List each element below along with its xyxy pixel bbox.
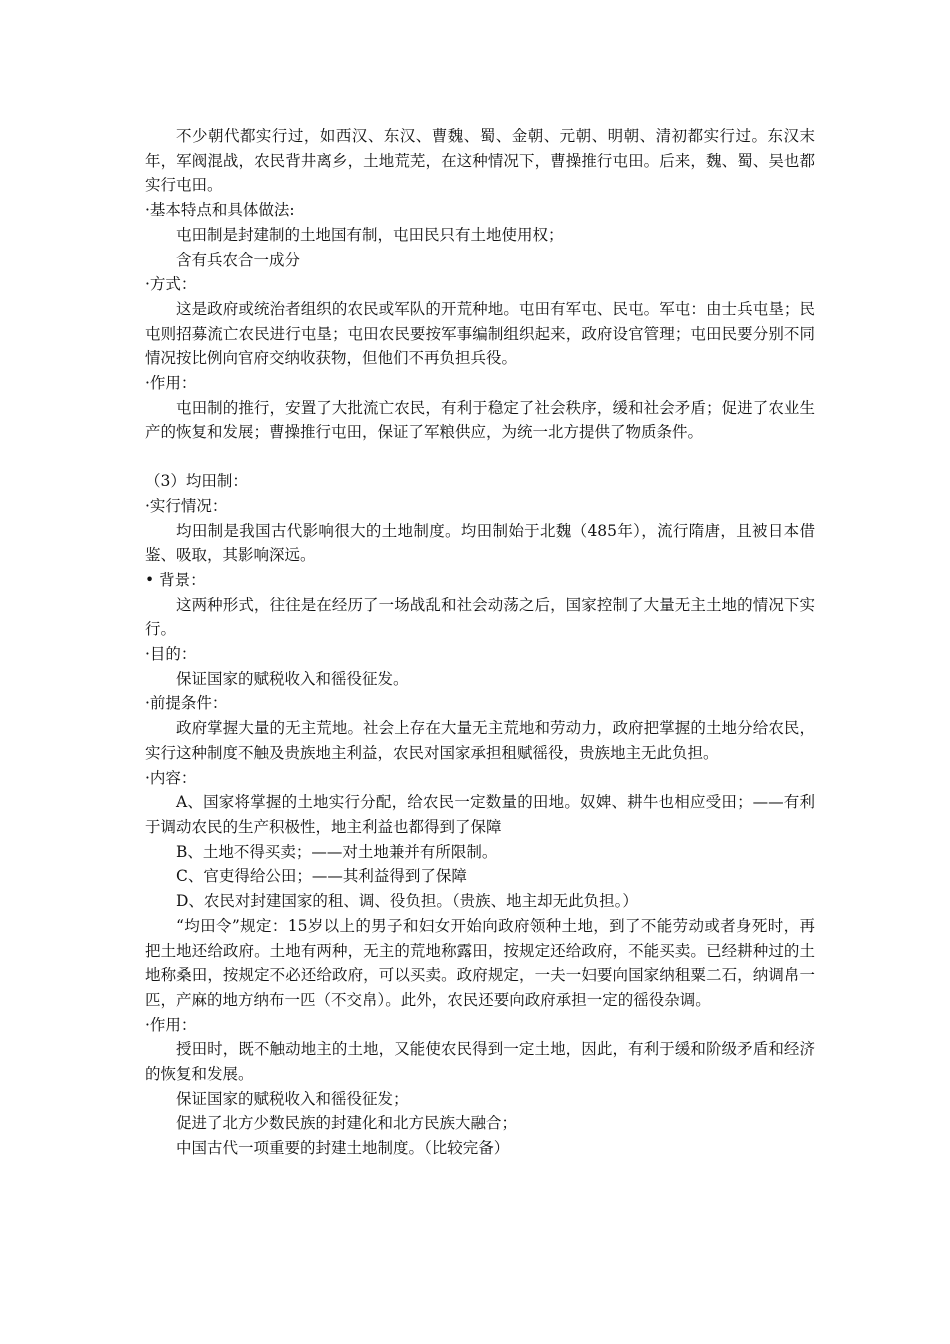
background-heading: • 背景： bbox=[145, 570, 206, 589]
juntian-title: （3）均田制： bbox=[145, 472, 248, 491]
method-text: 这是政府或统治者组织的农民或军队的开荒种地。屯田有军屯、民屯。军屯：由士兵屯垦；民屯则招募流亡农民进行屯垦；屯田农民要按军事编制组织起来，政府设官管理；屯田民要分别不同情况按比例向官府交纳收获物，但他们不再负担兵役。 bbox=[145, 299, 815, 368]
content-item-b: B、土地不得买卖；——对土地兼并有所限制。 bbox=[176, 842, 498, 861]
features-heading: ·基本特点和具体做法: bbox=[145, 201, 295, 220]
document-body bbox=[145, 124, 815, 1161]
purpose-text: 保证国家的赋税收入和徭役征发。 bbox=[176, 669, 409, 688]
background-text: 这两种形式，往往是在经历了一场战乱和社会动荡之后，国家控制了大量无主土地的情况下实行。 bbox=[145, 595, 815, 639]
juntian-effect-1: 授田时，既不触动地主的土地，又能使农民得到一定土地，因此，有利于缓和阶级矛盾和经济的恢复和发展。 bbox=[145, 1040, 815, 1084]
premise-heading: ·前提条件： bbox=[145, 694, 228, 713]
impl-text: 均田制是我国古代影响很大的土地制度。均田制始于北魏（485年），流行隋唐，且被日本借鉴、吸取，其影响深远。 bbox=[145, 521, 815, 565]
method-heading: ·方式： bbox=[145, 275, 197, 294]
impl-heading: ·实行情况： bbox=[145, 496, 228, 515]
decree-text: “均田令”规定：15岁以上的男子和妇女开始向政府领种土地，到了不能劳动或者身死时，再把土地还给政府。土地有两种，无主的荒地称露田，按规定还给政府，不能买卖。已经耕种过的土地称桑田，按规定不必还给政府，可以买卖。政府规定，一夫一妇要向国家纳租粟二石，纳调帛一匹，产麻的地方纳布一匹（不交帛）。此外，农民还要向政府承担一定的徭役杂调。 bbox=[145, 916, 815, 1009]
juntian-effect-4: 中国古代一项重要的封建土地制度。（比较完备） bbox=[176, 1139, 510, 1158]
section-spacer bbox=[145, 445, 815, 469]
juntian-effect-heading: ·作用： bbox=[145, 1015, 197, 1034]
content-item-d: D、农民对封建国家的租、调、役负担。（贵族、地主却无此负担。） bbox=[176, 892, 638, 911]
purpose-heading: ·目的： bbox=[145, 645, 197, 664]
premise-text: 政府掌握大量的无主荒地。社会上存在大量无主荒地和劳动力，政府把掌握的土地分给农民，实行这种制度不触及贵族地主利益，农民对国家承担租赋徭役，贵族地主无此负担。 bbox=[145, 719, 815, 762]
tuntian-effect-text: 屯田制的推行，安置了大批流亡农民，有利于稳定了社会秩序，缓和社会矛盾；促进了农业生产的恢复和发展；曹操推行屯田，保证了军粮供应，为统一北方提供了物质条件。 bbox=[145, 398, 815, 442]
content-heading: ·内容： bbox=[145, 768, 197, 787]
content-item-c: C、官吏得给公田；——其利益得到了保障 bbox=[176, 867, 467, 886]
features-item-2: 含有兵农合一成分 bbox=[176, 250, 301, 269]
tuntian-effect-heading: ·作用： bbox=[145, 374, 197, 393]
juntian-effect-2: 保证国家的赋税收入和徭役征发； bbox=[176, 1089, 409, 1108]
content-item-a: A、国家将掌握的土地实行分配，给农民一定数量的田地。奴婢、耕牛也相应受田；——有利于调动农民的生产积极性，地主利益也都得到了保障 bbox=[145, 793, 815, 836]
tuntian-history: 不少朝代都实行过，如西汉、东汉、曹魏、蜀、金朝、元朝、明朝、清初都实行过。东汉末年，军阀混战，农民背井离乡，土地荒芜，在这种情况下，曹操推行屯田。后来，魏、蜀、吴也都实行屯田。 bbox=[145, 127, 815, 195]
juntian-effect-3: 促进了北方少数民族的封建化和北方民族大融合； bbox=[176, 1114, 518, 1133]
features-item-1: 屯田制是封建制的土地国有制，屯田民只有土地使用权； bbox=[176, 225, 564, 244]
